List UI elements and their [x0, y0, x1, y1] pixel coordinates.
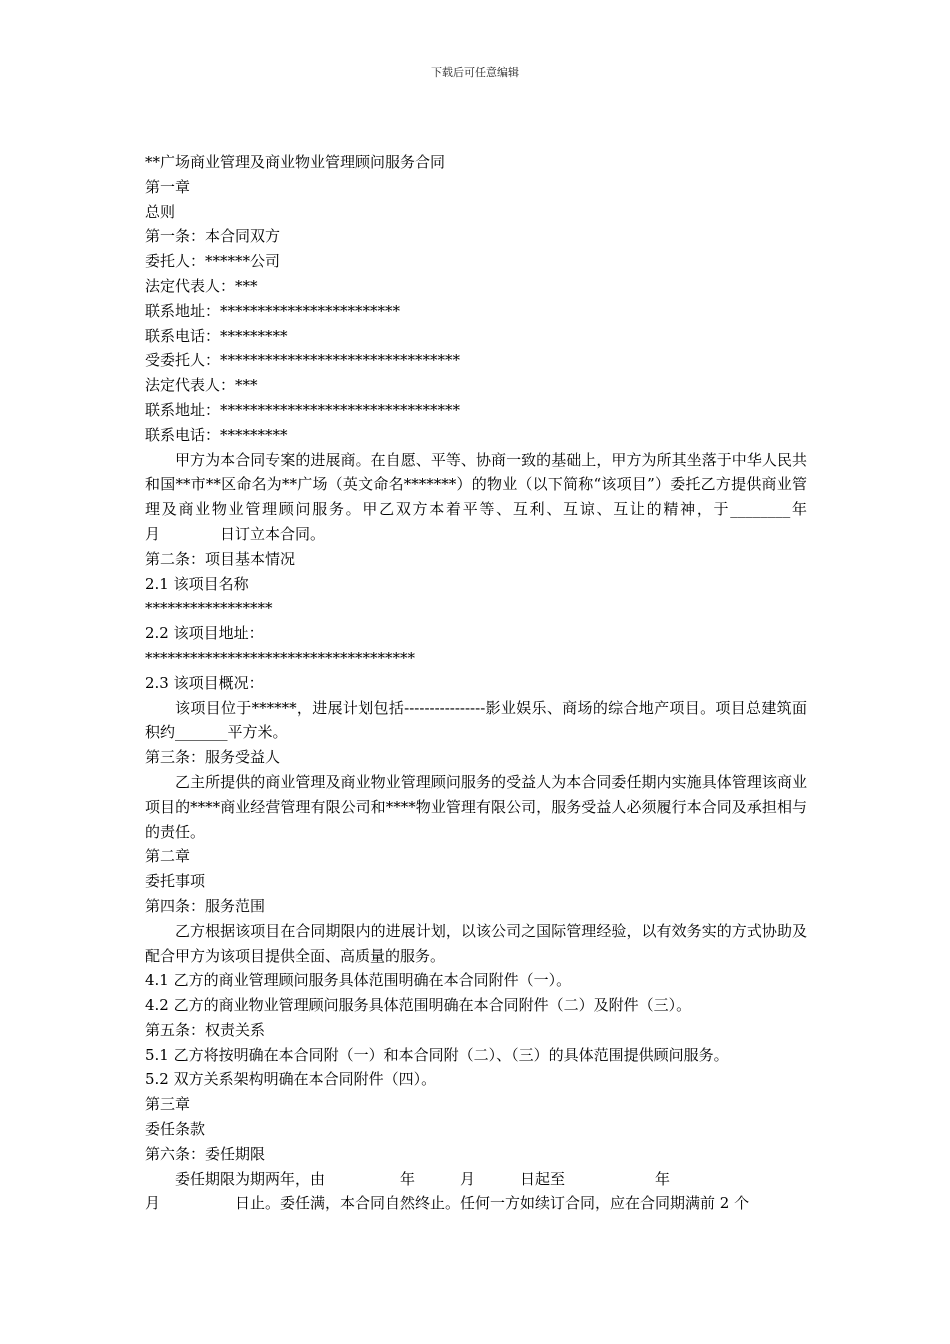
- contract-title: **广场商业管理及商业物业管理顾问服务合同: [145, 153, 446, 171]
- project-name-value: *****************: [145, 599, 273, 618]
- chapter-name: 委任条款: [145, 1120, 206, 1139]
- project-address-value: ************************************: [145, 648, 415, 667]
- agent-representative: 法定代表人：***: [145, 376, 258, 395]
- beneficiary-paragraph: 乙主所提供的商业管理及商业物业管理顾问服务的受益人为本合同委任期内实施具体管理该商业项目的****商业经营管理有限公司和****物业管理有限公司，服务受益人必须履行本合同及承担相与的责任。: [145, 772, 807, 841]
- client-name: 委托人：******公司: [145, 252, 281, 271]
- project-overview-paragraph: 该项目位于******，进展计划包括----------------影业娱乐、商场的综合地产项目。项目总建筑面积约_______平方米。: [145, 698, 807, 742]
- agent-name: 受委托人：********************************: [145, 351, 461, 370]
- chapter-heading: 第二章: [145, 847, 191, 866]
- article-heading: 第五条：权责关系: [145, 1020, 266, 1039]
- section-heading: 2.1 该项目名称: [145, 574, 249, 593]
- agent-phone: 联系电话：*********: [145, 425, 288, 444]
- term-line-2: 月 日止。委任满，本合同自然终止。任何一方如续订合同，应在合同期满前 2 个: [145, 1194, 750, 1213]
- article-heading: 第三条：服务受益人: [145, 748, 281, 767]
- term-line-1: 委任期限为期两年，由 年 月 日起至 年: [175, 1169, 671, 1188]
- section-item: 4.2 乙方的商业物业管理顾问服务具体范围明确在本合同附件（二）及附件（三）。: [145, 996, 692, 1015]
- contract-body: [145, 150, 868, 1216]
- page-header-note: 下载后可任意编辑: [431, 66, 519, 79]
- article-heading: 第一条：本合同双方: [145, 227, 281, 246]
- section-item: 5.1 乙方将按明确在本合同附（一）和本合同附（二）、（三）的具体范围提供顾问服务。: [145, 1045, 729, 1064]
- article-heading: 第二条：项目基本情况: [145, 549, 296, 568]
- chapter-heading: 第一章: [145, 177, 191, 196]
- section-heading: 2.2 该项目地址：: [145, 624, 264, 643]
- section-item: 5.2 双方关系架构明确在本合同附件（四）。: [145, 1070, 437, 1089]
- client-representative: 法定代表人：***: [145, 276, 258, 295]
- article-heading: 第四条：服务范围: [145, 896, 266, 915]
- section-item: 4.1 乙方的商业管理顾问服务具体范围明确在本合同附件（一）。: [145, 971, 572, 990]
- chapter-name: 总则: [145, 202, 176, 221]
- agent-address: 联系地址：********************************: [145, 400, 461, 419]
- article-heading: 第六条：委任期限: [145, 1144, 266, 1163]
- intro-paragraph: 甲方为本合同专案的进展商。在自愿、平等、协商一致的基础上，甲方为所其坐落于中华人民共和国**市**区命名为**广场（英文命名*******）的物业（以下简称“该项目”）委托乙方提供商业管理及商业物业管理顾问服务。甲乙双方本着平等、互利、互谅、互让的精神，于________年 月 日订立本合同。: [145, 450, 868, 543]
- client-phone: 联系电话：*********: [145, 326, 288, 345]
- chapter-heading: 第三章: [145, 1095, 191, 1114]
- client-address: 联系地址：************************: [145, 301, 401, 320]
- section-heading: 2.3 该项目概况：: [145, 673, 264, 692]
- service-scope-paragraph: 乙方根据该项目在合同期限内的进展计划，以该公司之国际管理经验，以有效务实的方式协助及配合甲方为该项目提供全面、高质量的服务。: [145, 921, 807, 965]
- chapter-name: 委托事项: [145, 872, 206, 891]
